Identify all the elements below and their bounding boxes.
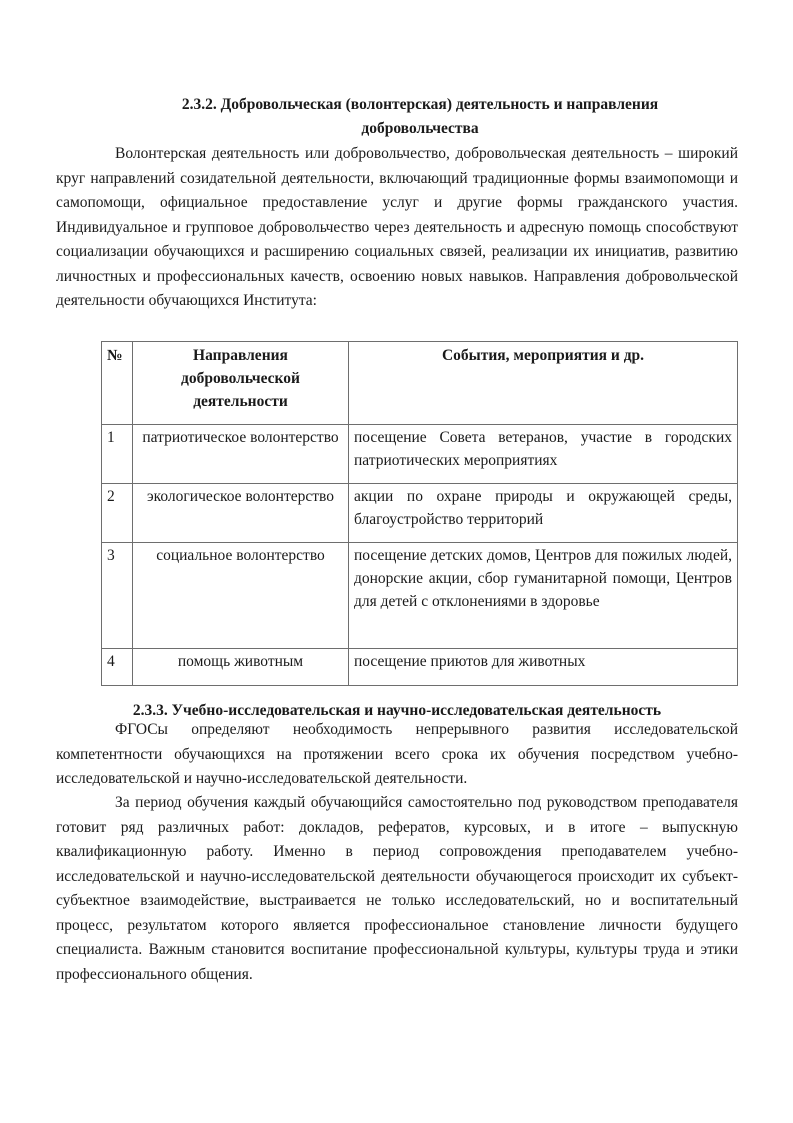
table-row (102, 425, 738, 484)
table-header-row (102, 342, 738, 425)
cell-events: посещение приютов для животных (349, 649, 738, 686)
cell-num: 2 (102, 484, 133, 543)
table-row (102, 484, 738, 543)
header-events: События, мероприятия и др. (349, 342, 738, 425)
cell-num: 3 (102, 543, 133, 649)
volunteer-directions-table (101, 341, 738, 686)
section-heading-2-3-3: 2.3.3. Учебно-исследовательская и научно-исследовательская деятельность (132, 702, 662, 719)
cell-events: посещение Совета ветеранов, участие в городских патриотических мероприятиях (349, 425, 738, 484)
cell-direction: социальное волонтерство (133, 543, 349, 649)
cell-direction: патриотическое волонтерство (133, 425, 349, 484)
cell-direction: помощь животным (133, 649, 349, 686)
cell-num: 4 (102, 649, 133, 686)
header-num: № (102, 342, 133, 425)
cell-num: 1 (102, 425, 133, 484)
section-heading-2-3-2: 2.3.2. Добровольческая (волонтерская) деятельность и направления добровольчества (181, 96, 659, 137)
cell-events: акции по охране природы и окружающей среды, благоустройство территорий (349, 484, 738, 543)
cell-events: посещение детских домов, Центров для пожилых людей, донорские акции, сбор гуманитарной помощи, Центров для детей с отклонениями в здоровье (349, 543, 738, 649)
research-paragraph-2: За период обучения каждый обучающийся самостоятельно под руководством преподавателя готовит ряд различных работ: докладов, рефератов, курсовых, и в итоге – выпускную квалификационную работу. Именно в период сопровождения преподавателем учебно-исследовательской и научно-исследовательской деятельности обучающегося происходит их субъект-субъектное взаимодействие, выстраивается не только исследовательский, но и воспитательный процесс, результатом которого является профессиональное становление личности будущего специалиста. Важным становится воспитание профессиональной культуры, культуры труда и этики профессионального общения. (56, 794, 738, 983)
intro-paragraph: Волонтерская деятельность или добровольчество, добровольческая деятельность – широкий круг направлений созидательной деятельности, включающий традиционные формы взаимопомощи и самопомощи, официальное предоставление услуг и другие формы гражданского участия. Индивидуальное и групповое добровольчество через деятельность и адресную помощь способствуют социализации обучающихся и расширению социальных связей, реализации их инициатив, развитию личностных и профессиональных качеств, освоению новых навыков. Направления добровольческой деятельности обучающихся Института: (56, 145, 738, 309)
table-row (102, 649, 738, 686)
research-paragraph-1: ФГОСы определяют необходимость непрерывного развития исследовательской компетентности обучающихся на протяжении всего срока их обучения посредством учебно-исследовательской и научно-исследовательской деятельности. (56, 721, 738, 787)
cell-direction: экологическое волонтерство (133, 484, 349, 543)
header-direction: Направления добровольческой деятельности (133, 342, 349, 425)
table-row (102, 543, 738, 649)
